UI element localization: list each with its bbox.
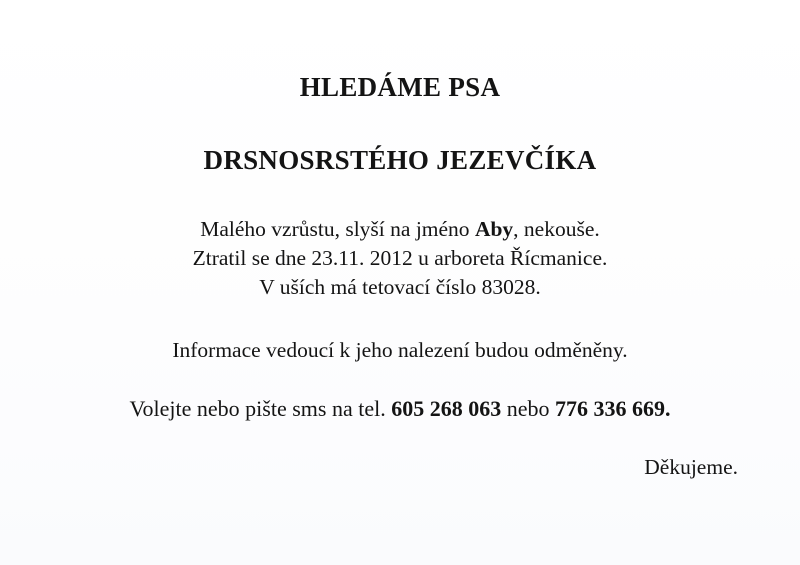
- contact-prefix: Volejte nebo pište sms na tel.: [129, 396, 392, 421]
- contact-line: [0, 396, 800, 422]
- description-line-2: Ztratil se dne 23.11. 2012 u arboreta Řícmanice.: [192, 246, 608, 270]
- notice-subtitle: DRSNOSRSTÉHO JEZEVČÍKA: [203, 145, 597, 175]
- notice-title: HLEDÁME PSA: [299, 72, 501, 102]
- phone-number-1: 605 268 063: [391, 396, 502, 421]
- description-line-1-before: Malého vzrůstu, slyší na jméno: [200, 217, 475, 241]
- description-line-1: [0, 217, 800, 242]
- description-line-3: V uších má tetovací číslo 83028.: [259, 275, 541, 299]
- thanks-text: Děkujeme.: [644, 455, 738, 479]
- contact-middle: nebo: [501, 396, 555, 421]
- phone-number-2: 776 336 669.: [555, 396, 671, 421]
- description-line-1-after: , nekouše.: [513, 217, 600, 241]
- dog-name: Aby: [474, 217, 514, 241]
- reward-text: Informace vedoucí k jeho nalezení budou odměněny.: [172, 338, 628, 362]
